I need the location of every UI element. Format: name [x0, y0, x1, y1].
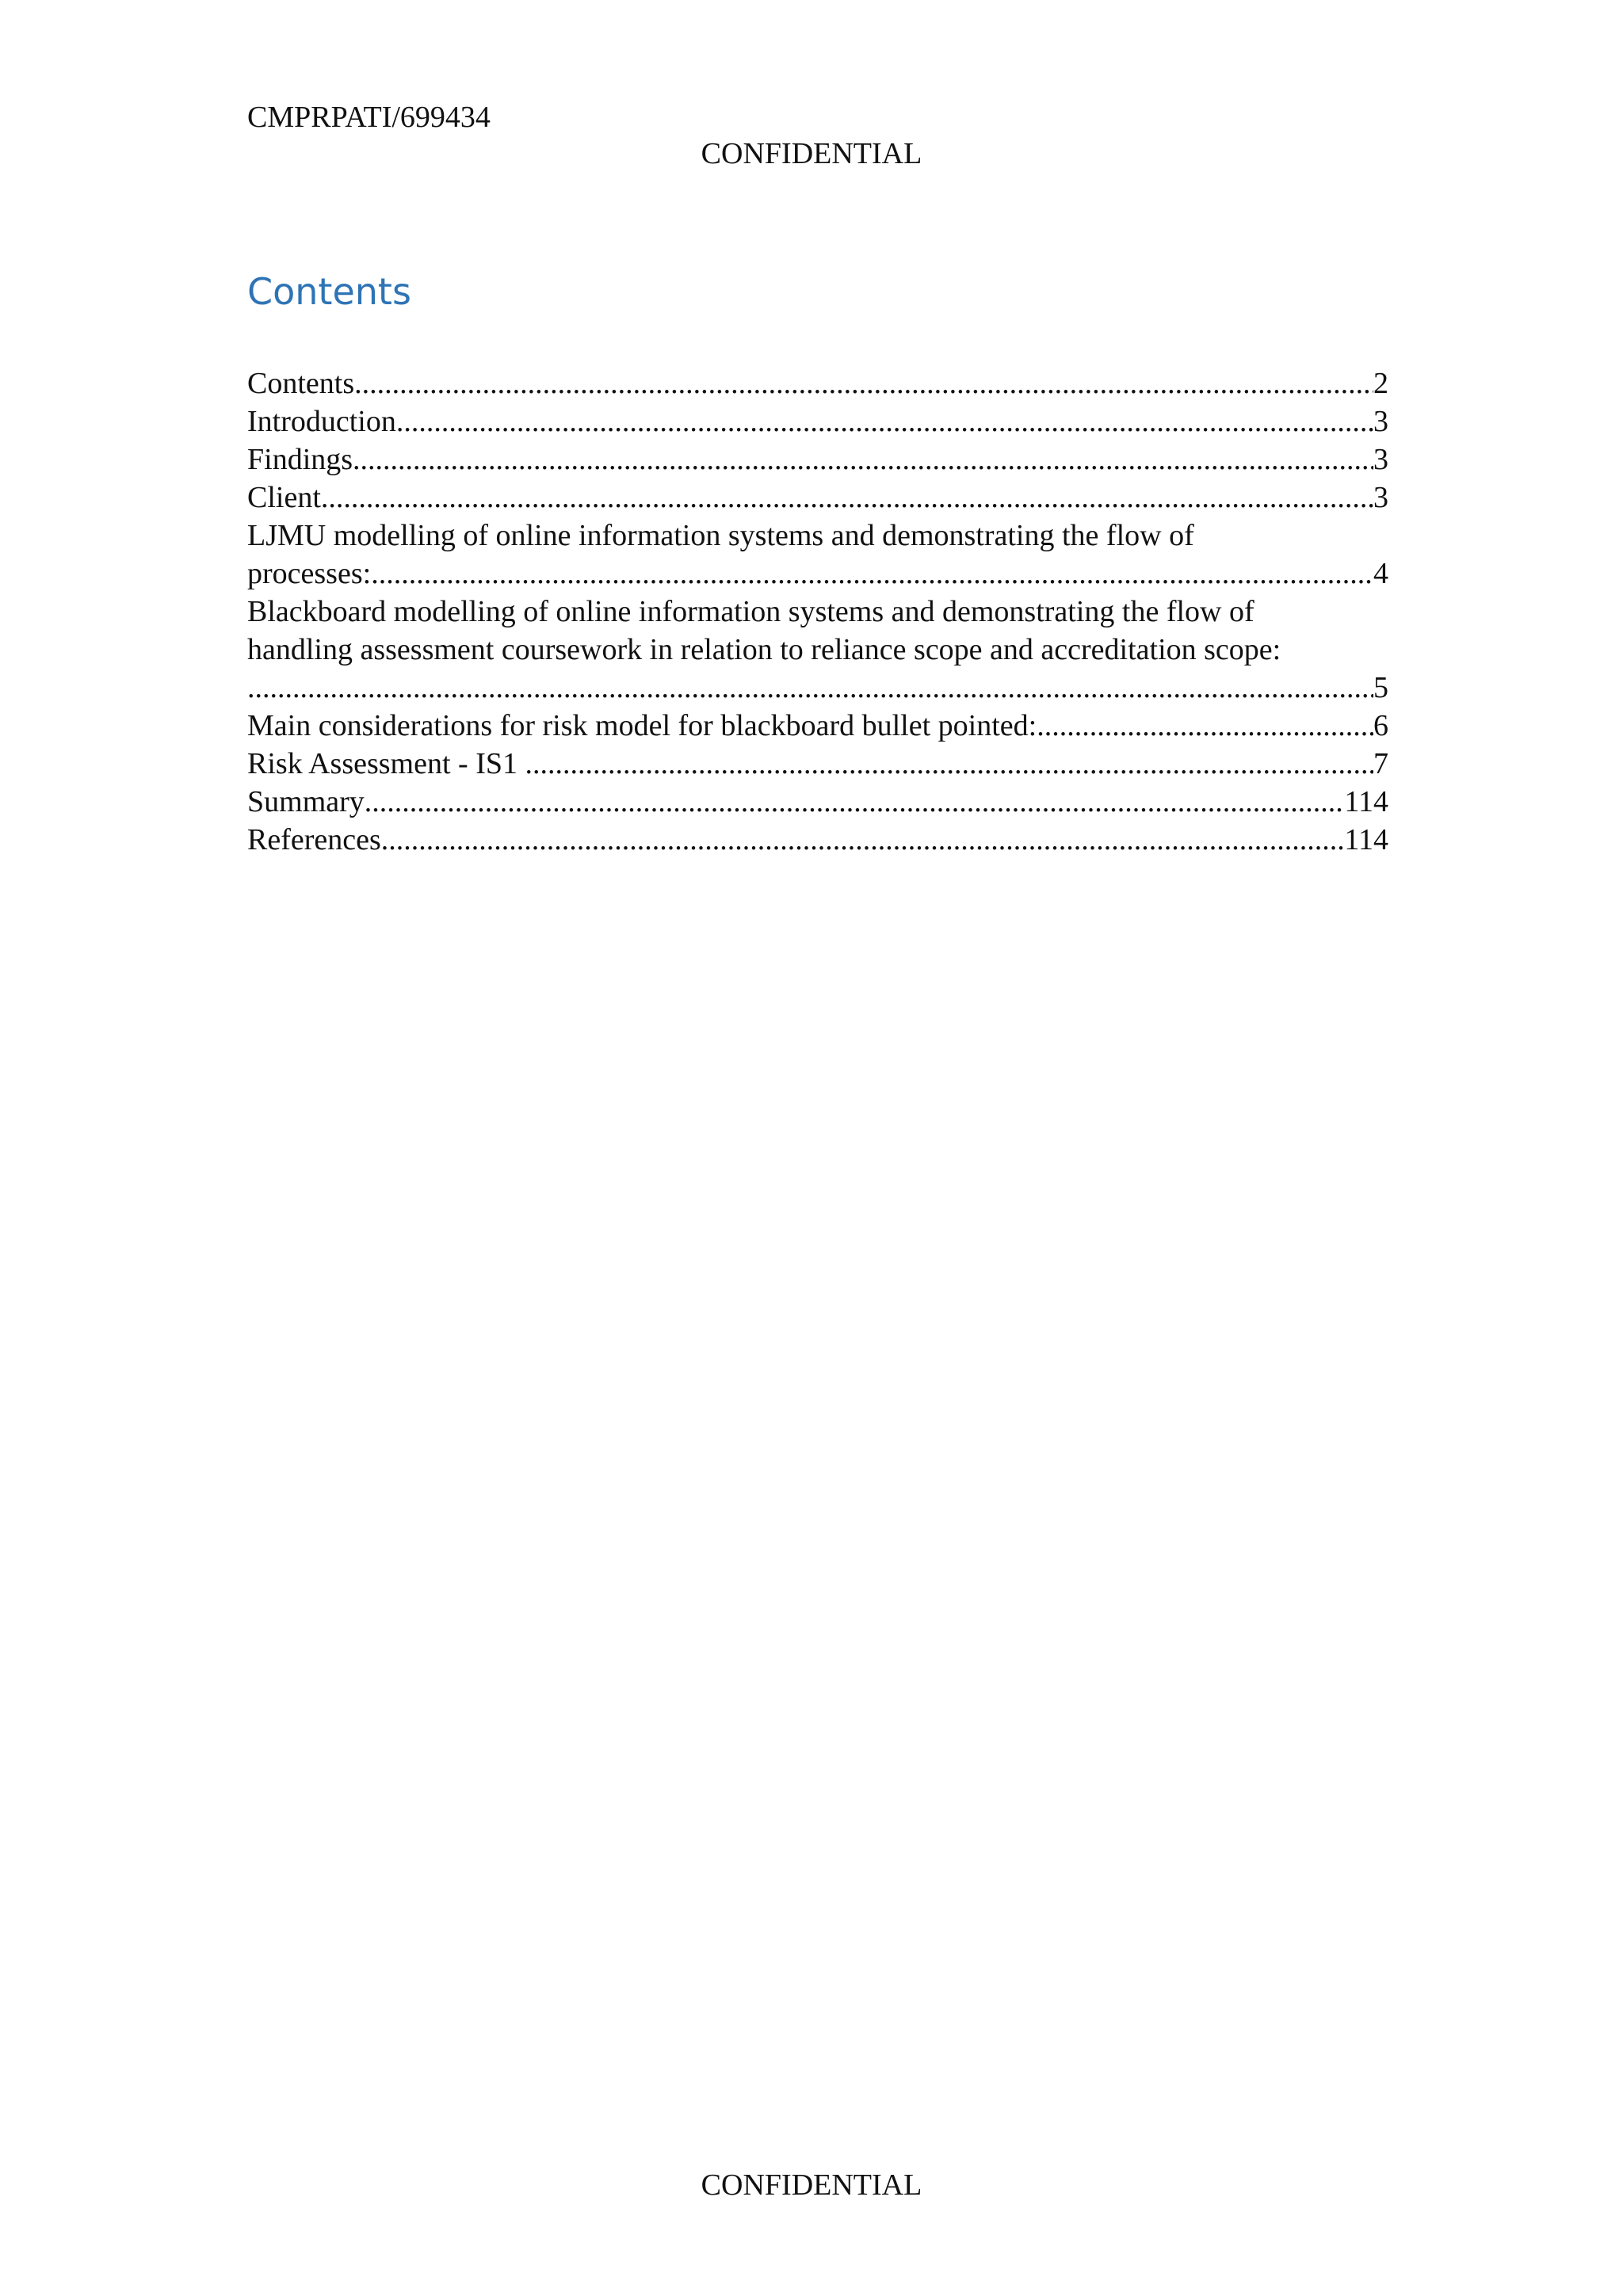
toc-dot-leader: [396, 402, 1373, 441]
toc-dot-leader: [1037, 707, 1373, 745]
toc-entry-page: 114: [1344, 785, 1388, 818]
toc-dot-leader: [321, 479, 1373, 517]
toc-dot-leader: [353, 441, 1373, 479]
toc-entry-page: 6: [1373, 709, 1388, 742]
toc-dot-leader: [371, 555, 1373, 593]
footer-classification: CONFIDENTIAL: [701, 2168, 922, 2202]
toc-dot-leader: [525, 745, 1373, 783]
toc-entry-title: Contents: [247, 367, 355, 400]
document-id: CMPRPATI/699434: [247, 101, 491, 134]
toc-dot-leader: [247, 669, 1373, 707]
toc-entry-title: Client: [247, 481, 321, 514]
toc-entry-title: Risk Assessment - IS1: [247, 747, 525, 780]
toc-entry-title-line: Blackboard modelling of online information systems and demonstrating the flow of: [247, 595, 1254, 628]
toc-dot-leader: [381, 821, 1345, 859]
toc-entry-contents[interactable]: [247, 364, 1388, 402]
toc-entry-introduction[interactable]: [247, 402, 1388, 441]
toc-entry-title-line: LJMU modelling of online information systems and demonstrating the flow of: [247, 519, 1194, 552]
toc-entry-title-line: processes:: [247, 557, 372, 590]
toc-entry-title: Introduction: [247, 405, 396, 438]
toc-entry-page: 3: [1373, 443, 1388, 476]
toc-entry-title: Summary: [247, 785, 365, 818]
header-classification: CONFIDENTIAL: [701, 137, 922, 170]
toc-entry-title-line: handling assessment coursework in relation to reliance scope and accreditation scope:: [247, 633, 1281, 666]
toc-entry-blackboard-modelling[interactable]: [247, 593, 1388, 707]
toc-dot-leader: [365, 783, 1345, 821]
toc-entry-page: 2: [1373, 367, 1388, 400]
toc-entry-page: 5: [1373, 671, 1388, 704]
table-of-contents: [247, 364, 1388, 859]
toc-entry-references[interactable]: [247, 821, 1388, 859]
toc-entry-title: Main considerations for risk model for blackboard bullet pointed:: [247, 709, 1037, 742]
toc-dot-leader: [354, 364, 1373, 402]
toc-entry-title: References: [247, 823, 381, 856]
toc-entry-risk-assessment[interactable]: [247, 745, 1388, 783]
toc-entry-findings[interactable]: [247, 441, 1388, 479]
toc-entry-ljmu-modelling[interactable]: [247, 517, 1388, 593]
toc-entry-main-considerations[interactable]: [247, 707, 1388, 745]
toc-entry-page: 3: [1373, 405, 1388, 438]
toc-entry-summary[interactable]: [247, 783, 1388, 821]
toc-entry-page: 7: [1373, 747, 1388, 780]
toc-entry-page: 4: [1373, 557, 1388, 590]
toc-heading: Contents: [247, 270, 411, 313]
toc-entry-page: 114: [1344, 823, 1388, 856]
toc-entry-page: 3: [1373, 481, 1388, 514]
toc-entry-client[interactable]: [247, 479, 1388, 517]
toc-entry-title: Findings: [247, 443, 353, 476]
